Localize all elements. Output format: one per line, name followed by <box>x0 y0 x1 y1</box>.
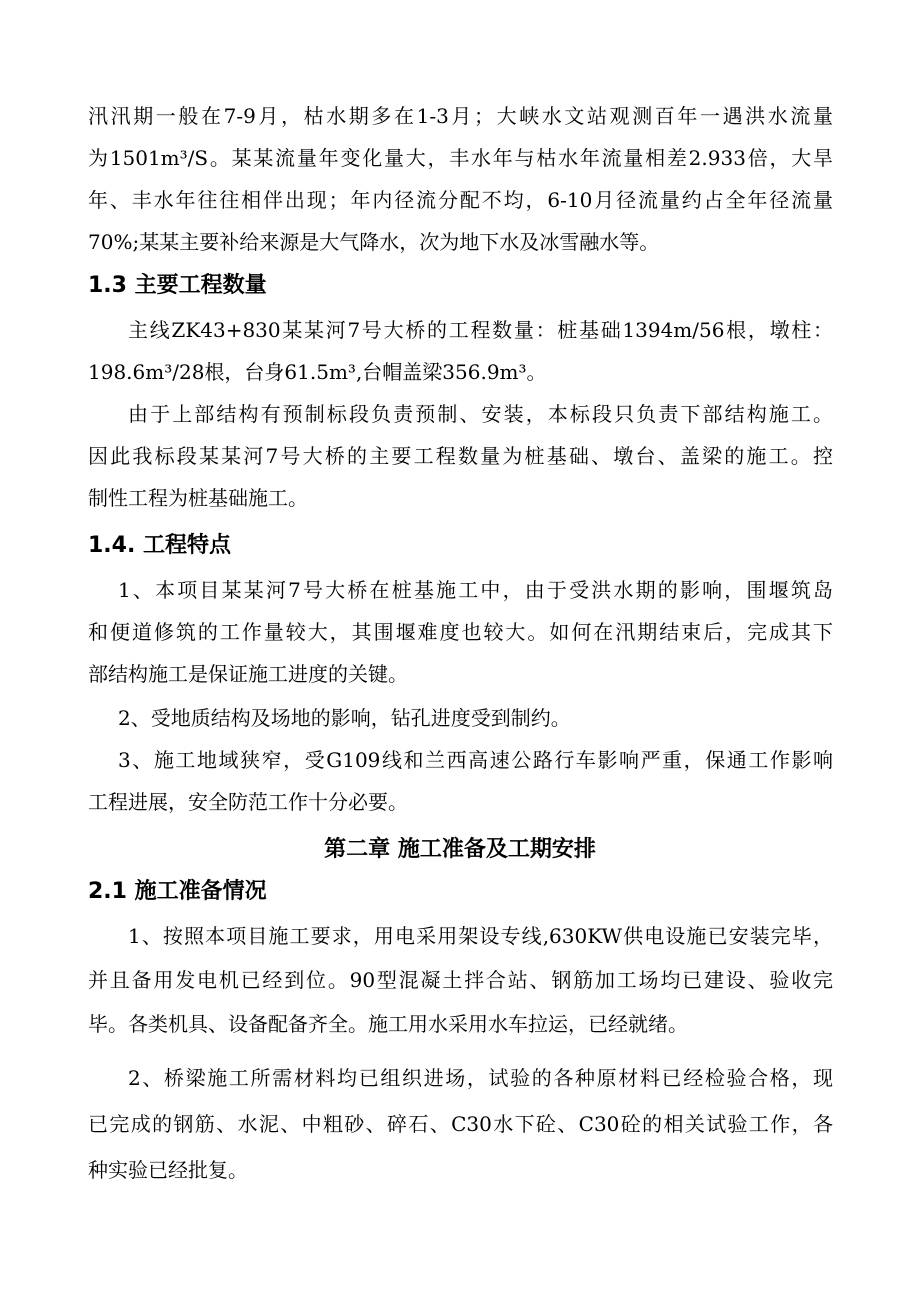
section-1-3-heading: 1.3 主要工程数量 <box>88 273 267 298</box>
s21-item2-line-3: 种实验已经批复。 <box>88 1158 248 1182</box>
s14-item1-line-2: 和便道修筑的工作量较大，其围堰难度也较大。如何在汛期结束后，完成其下 <box>88 620 833 644</box>
s21-item1-line-1: 1、按照本项目施工要求，用电采用架设专线,630KW供电设施已安装完毕， <box>128 924 833 948</box>
s14-item1-line-3: 部结构施工是保证施工进度的关键。 <box>88 662 408 686</box>
s13-para1-line-1: 主线ZK43+830某某河7号大桥的工程数量：桩基础1394m/56根，墩柱： <box>128 318 833 342</box>
s14-item3-line-2: 工程进展，安全防范工作十分必要。 <box>88 790 408 814</box>
s21-item2-line-1: 2、桥梁施工所需材料均已组织进场，试验的各种原材料已经检验合格，现 <box>128 1066 833 1090</box>
s21-item1-line-2: 并且备用发电机已经到位。90型混凝土拌合站、钢筋加工场均已建设、验收完 <box>88 968 833 992</box>
s13-para2-line-3: 制性工程为桩基础施工。 <box>88 486 308 510</box>
s13-para2-line-2: 因此我标段某某河7号大桥的主要工程数量为桩基础、墩台、盖梁的施工。控 <box>88 444 833 468</box>
section-1-4-heading: 1.4. 工程特点 <box>88 533 231 558</box>
s13-para1-line-2: 198.6m³/28根，台身61.5m³,台帽盖梁356.9m³。 <box>88 360 547 384</box>
s14-item1-line-1: 1、本项目某某河7号大桥在桩基施工中，由于受洪水期的影响，围堰筑岛 <box>118 578 833 602</box>
s13-para2-line-1: 由于上部结构有预制标段负责预制、安装，本标段只负责下部结构施工。 <box>128 402 833 426</box>
section-2-1-heading: 2.1 施工准备情况 <box>88 879 267 904</box>
s21-item1-line-3: 毕。各类机具、设备配备齐全。施工用水采用水车拉运，已经就绪。 <box>88 1012 688 1036</box>
chapter-2-title: 第二章 施工准备及工期安排 <box>324 837 596 862</box>
intro-line-2: 为1501m³/S。某某流量年变化量大，丰水年与枯水年流量相差2.933倍，大旱 <box>88 146 833 170</box>
s21-item2-line-2: 已完成的钢筋、水泥、中粗砂、碎石、C30水下砼、C30砼的相关试验工作，各 <box>88 1112 833 1136</box>
intro-line-4: 70%;某某主要补给来源是大气降水，次为地下水及冰雪融水等。 <box>88 230 660 254</box>
s14-item3-line-1: 3、施工地域狭窄，受G109线和兰西高速公路行车影响严重，保通工作影响 <box>118 748 833 772</box>
intro-line-1: 汛汛期一般在7-9月，枯水期多在1-3月；大峡水文站观测百年一遇洪水流量 <box>88 104 833 128</box>
intro-line-3: 年、丰水年往往相伴出现；年内径流分配不均，6-10月径流量约占全年径流量 <box>88 188 833 212</box>
s14-item2: 2、受地质结构及场地的影响，钻孔进度受到制约。 <box>118 706 571 730</box>
